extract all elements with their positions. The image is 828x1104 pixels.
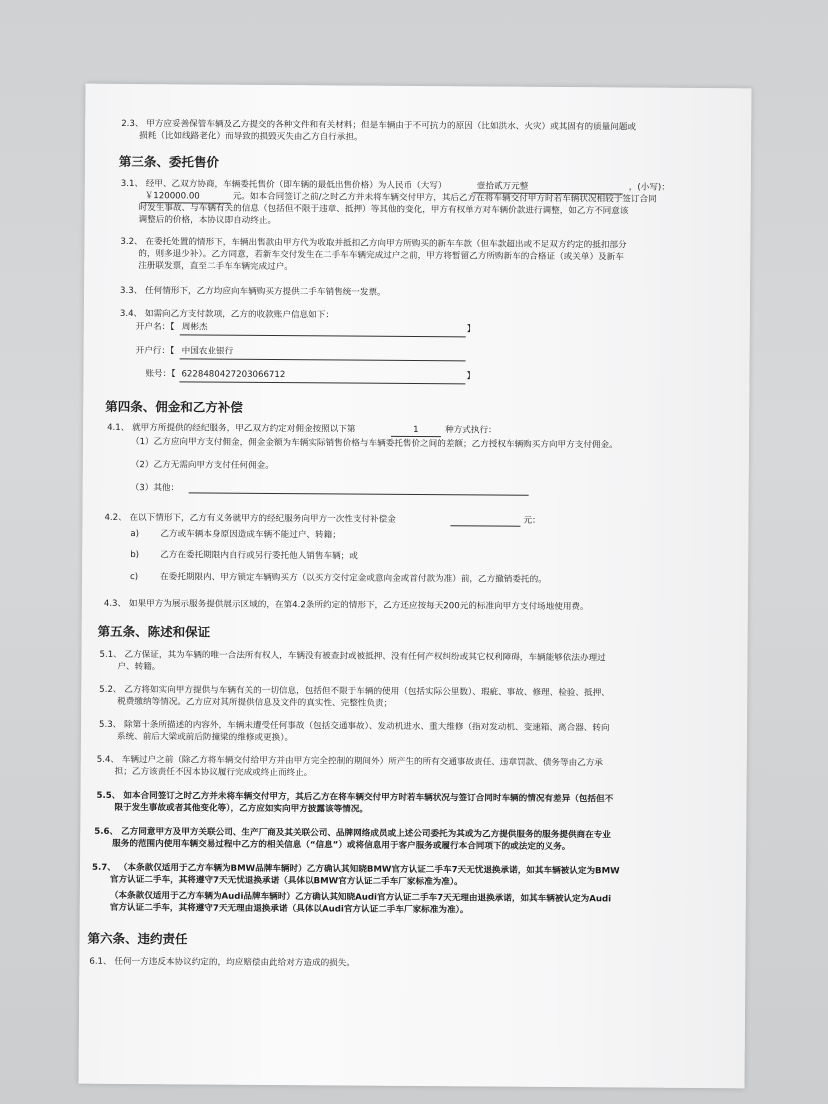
clause-4-1-line1a: 4.1、 就甲方所提供的经纪服务，甲乙双方约定对佣金按照以下第 xyxy=(107,422,356,435)
clause-5-1-line1: 5.1、 乙方保证，其为车辆的唯一合法所有权人，车辆没有被查封或被抵押、没有任何产权纠纷或其它权利障碍，车辆能够依法办理过 xyxy=(99,649,606,664)
clause-5-5-line1: 5.5、 如本合同签订之时乙方并未将车辆交付甲方，其后乙方在将车辆交付甲方时若车辆状况与签订合同时车辆的情况有差异（包括但不 xyxy=(96,790,614,805)
bank-underline xyxy=(180,358,466,361)
amount-upper: 壹拾贰万元整 xyxy=(476,181,529,192)
account-number-underline xyxy=(179,381,465,384)
clause-5-7-line4: 官方认证二手车，其将遵守7天无理由退换承诺（具体以Audi官方认证二手车厂家标准为准）。 xyxy=(109,902,469,916)
clause-5-2-line1: 5.2、 乙方将如实向甲方提供与车辆有关的一切信息，包括但不限于车辆的使用（包括实际公里数）、瑕疵、事故、修理、检验、抵押、 xyxy=(99,684,610,699)
commission-option-1: （1）乙方应向甲方支付佣金，佣金金额为车辆实际销售价格与车辆委托售价之间的差额；乙方授权车辆购买方向甲方支付佣金。 xyxy=(130,437,618,451)
clause-4-2-line1a: 4.2、 在以下情形下，乙方有义务就甲方的经纪服务向甲方一次性支付补偿金 xyxy=(104,512,396,525)
clause-3-1-line3: 时发生事故、与车辆有关的信息（包括但不限于违章、抵押）等其他的变化，甲方有权单方对车辆价款进行调整，如乙方不同意该 xyxy=(138,203,629,217)
clause-4-2-line1b: 元： xyxy=(523,515,541,526)
article-5-title: 第五条、陈述和保证 xyxy=(97,623,211,640)
bank-label: 开户行：【 xyxy=(135,346,175,357)
clause-5-7-line2: 官方认证二手车，其将遵守7天无忧退换承诺（具体以BMW官方认证二手车厂家标准为准）。 xyxy=(109,874,463,888)
item-a-mark: a) xyxy=(130,529,140,540)
item-c: 在委托期限内、甲方锁定车辆购买方（以买方交付定金或意向金或首付款为准）前，乙方撤销委托的。 xyxy=(160,572,547,585)
item-a: 乙方或车辆本身原因造成车辆不能过户、转籍； xyxy=(160,529,341,541)
clause-3-1-line2: 元。如本合同签订之前/之时乙方并未将车辆交付甲方，其后乙方在将车辆交付甲方时若车辆状况相较于签订合同 xyxy=(232,191,657,205)
document-page xyxy=(79,84,752,1089)
account-number-value: 6228480427203066712 xyxy=(181,369,286,381)
account-holder-value: 周彬杰 xyxy=(181,322,208,333)
clause-3-2-line2: 的，则多退少补）。乙方同意，若新车交付发生在二手车车辆完成过户之前，甲方将暂留乙方所购新车的合格证（或关单）及新车 xyxy=(138,249,624,263)
clause-3-3: 3.3、 任何情形下，乙方均应向车辆购买方提供二手车销售统一发票。 xyxy=(120,285,386,298)
clause-5-5-line2: 限于发生事故或者其他变化等），乙方应如实向甲方披露该等情况。 xyxy=(114,802,368,815)
article-6-title: 第六条、违约责任 xyxy=(87,930,188,947)
clause-5-7-line3: （本条款仅适用于乙方车辆为Audi品牌车辆时）乙方确认其知晓Audi官方认证二手车7天无理由退换承诺，如其车辆被认定为Audi xyxy=(109,890,612,905)
option-3-underline xyxy=(189,492,529,495)
clause-3-1-line1a: 3.1、 经甲、乙双方协商，车辆委托售价（即车辆的最低出售价格）为人民币（大写） xyxy=(120,178,447,192)
clause-4-1-line1b: 种方式执行： xyxy=(445,425,497,436)
account-holder-label: 开户名：【 xyxy=(135,322,175,333)
clause-3-2-line1: 3.2、 在委托处置的情形下，车辆出售款由甲方代为收取并抵扣乙方向甲方所购买的新车车款（但车款超出或不足双方约定的抵扣部分 xyxy=(120,236,627,251)
article-4-title: 第四条、佣金和乙方补偿 xyxy=(105,398,243,415)
commission-choice: 1 xyxy=(413,424,419,436)
commission-option-2: （2）乙方无需向甲方支付任何佣金。 xyxy=(130,460,274,472)
clause-3-2-line3: 注册联发票，直至二手车车辆完成过户。 xyxy=(138,261,293,273)
clause-5-2-line2: 税费缴纳等情况。乙方应对其所提供信息及文件的真实性、完整性负责； xyxy=(117,696,393,709)
clause-2-3-line2: 损耗（比如线路老化）而导致的损毁灭失由乙方自行承担。 xyxy=(139,131,363,143)
article-3-title: 第三条、委托售价 xyxy=(118,153,220,170)
clause-6-1: 6.1、 任何一方违反本协议约定的，均应赔偿由此给对方造成的损失。 xyxy=(89,956,356,969)
clause-5-6-line2: 服务的范围内使用车辆交易过程中乙方的相关信息（“信息”）或将信息用于客户服务或履行本合同项下的或法定的义务。 xyxy=(112,838,571,853)
compensation-amount-underline xyxy=(450,525,520,526)
clause-5-6-line1: 5.6、 乙方同意甲方及甲方关联公司、生产厂商及其关联公司、品牌网络成员或上述公司委托为其或为乙方提供服务的服务提供商在专业 xyxy=(94,826,611,841)
item-b: 乙方在委托期限内自行或另行委托他人销售车辆；或 xyxy=(160,550,358,562)
amount-lower: ￥120000.00 xyxy=(144,191,200,202)
commission-option-3: （3）其他： xyxy=(130,483,180,494)
account-holder-underline xyxy=(180,334,466,337)
item-b-mark: b) xyxy=(130,550,140,561)
clause-4-3: 4.3、 如果甲方为展示服务提供展示区域的，在第4.2条所约定的情形下，乙方还应按每天200元的标准向甲方支付场地使用费。 xyxy=(103,598,589,613)
clause-5-4-line1: 5.4、 车辆过户之前（除乙方将车辆交付给甲方并由甲方完全控制的期间外）所产生的所有交通事故责任、违章罚款、债务等由乙方承 xyxy=(96,754,604,769)
clause-5-1-line2: 户、转籍。 xyxy=(117,661,161,673)
clause-3-1-line1b: ，(小写)： xyxy=(628,182,670,193)
clause-5-3-line1: 5.3、 除第十条所描述的内容外，车辆未遭受任何事故（包括交通事故）、发动机进水、重大维修（指对发动机、变速箱、离合器、转向 xyxy=(98,719,610,734)
clause-5-4-line2: 担；乙方该责任不因本协议履行完成或终止而终止。 xyxy=(114,766,313,779)
clause-5-7-line1: 5.7、 （本条款仅适用于乙方车辆为BMW品牌车辆时）乙方确认其知晓BMW官方认证二手车7天无忧退换承诺，如其车辆被认定为BMW xyxy=(91,862,620,877)
bracket-close-2: 】 xyxy=(466,371,476,382)
bracket-close: 】 xyxy=(466,324,476,335)
clause-5-3-line2: 系统、前后大梁或前后防撞梁的维修或更换）。 xyxy=(116,731,294,744)
item-c-mark: c) xyxy=(130,572,139,583)
bank-value: 中国农业银行 xyxy=(181,346,234,357)
clause-2-3-line1: 2.3、 甲方应妥善保管车辆及乙方提交的各种文件和有关材料；但是车辆由于不可抗力的原因（比如洪水、火灾）或其固有的质量问题或 xyxy=(121,118,637,133)
account-number-label: 账号：【 xyxy=(145,369,176,380)
clause-3-1-line4: 调整后的价格，本协议即自动终止。 xyxy=(138,215,277,227)
clause-3-4-line1: 3.4、 如需向乙方支付款项，乙方的收款账户信息如下： xyxy=(119,308,334,321)
